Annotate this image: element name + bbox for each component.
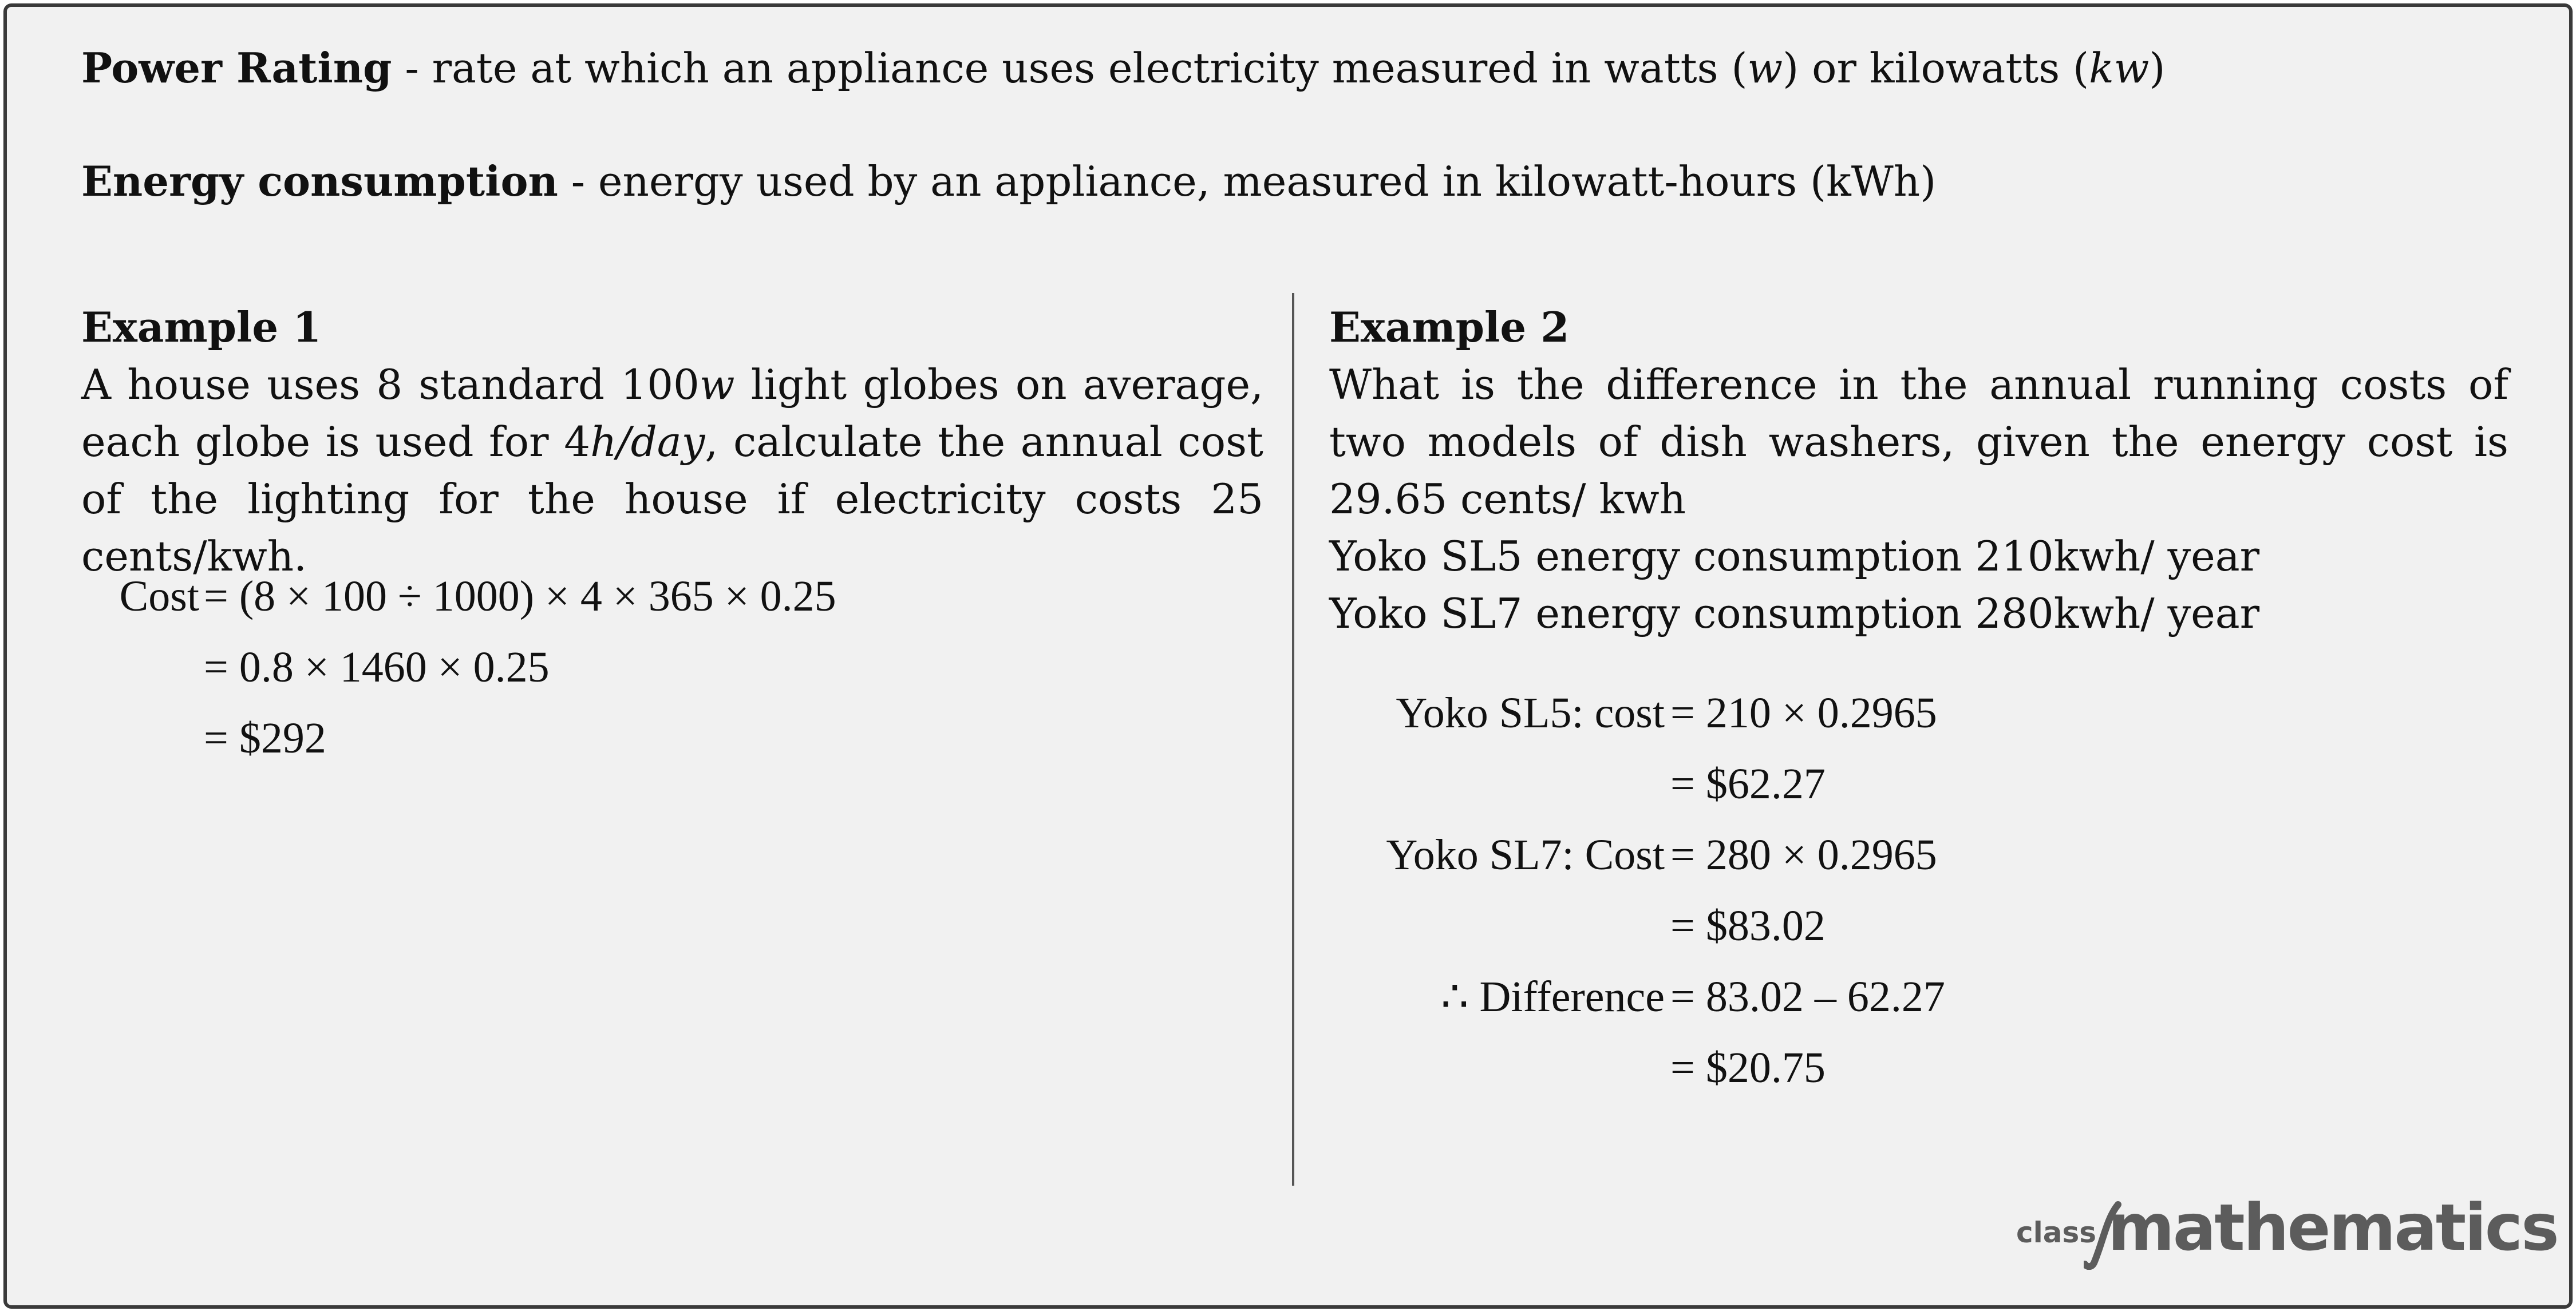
working-expression: = 210 × 0.2965 [1670,689,1937,737]
example-1-title: Example 1 [81,303,322,351]
example-2-title: Example 2 [1329,303,1570,351]
working-label: ∴ Difference [1441,973,1665,1021]
column-divider [1292,293,1294,1186]
power-rating-term: Power Rating [81,43,392,92]
working-expression: = $62.27 [1670,760,1826,808]
working-expression: = $20.75 [1670,1044,1826,1092]
power-rating-definition [81,43,2166,93]
working-label: Cost [119,572,199,620]
energy-consumption-text: - energy used by an appliance, measured in kilowatt-hours (kWh) [558,157,1937,205]
logo-big-text: mathematics [2108,1191,2558,1265]
example-2-question: What is the difference in the annual running costs of two models of dish washers, given the energy cost is 29.65 cents/ kwh [1329,361,2508,523]
working-label: Yoko SL7: Cost [1386,831,1665,879]
example-1-text-b: light globes on average, each globe is used for 4 [81,361,1264,466]
working-expression: = (8 × 100 ÷ 1000) × 4 × 365 × 0.25 [204,572,836,620]
working-expression: = 0.8 × 1460 × 0.25 [204,643,550,691]
working-expression: = 280 × 0.2965 [1670,831,1937,879]
example-2-model-sl5: Yoko SL5 energy consumption 210kwh/ year [1329,532,2260,580]
example-2-model-sl7: Yoko SL7 energy consumption 280kwh/ year [1329,589,2260,637]
content-panel [3,3,2573,1309]
example-1 [81,299,1263,585]
example-1-unit-w: w [699,361,735,409]
working-expression: = $292 [204,714,326,762]
power-rating-text-a: - rate at which an appliance uses electricity measured in watts ( [392,44,1748,92]
power-rating-text-b: ) or kilowatts ( [1783,44,2089,92]
energy-consumption-term: Energy consumption [81,157,558,205]
unit-watts: w [1747,44,1783,92]
power-rating-text-c: ) [2149,44,2166,92]
energy-consumption-definition [81,157,1936,206]
working-label: Yoko SL5: cost [1396,689,1665,737]
example-1-text-a: A house uses 8 standard 100 [81,361,700,409]
example-1-unit-hday: h/day [590,418,705,466]
unit-kilowatts: kw [2089,44,2150,92]
working-expression: = 83.02 – 62.27 [1670,973,1945,1021]
example-2 [1329,299,2508,642]
class-mathematics-logo [2016,1191,2558,1280]
working-expression: = $83.02 [1670,902,1826,950]
example-1-text-c: , calculate the annual cost of the lighting for the house if electricity costs 25 cents/kwh. [81,418,1263,580]
example-1-question [81,356,1263,585]
logo-small-text: class [2016,1216,2097,1249]
